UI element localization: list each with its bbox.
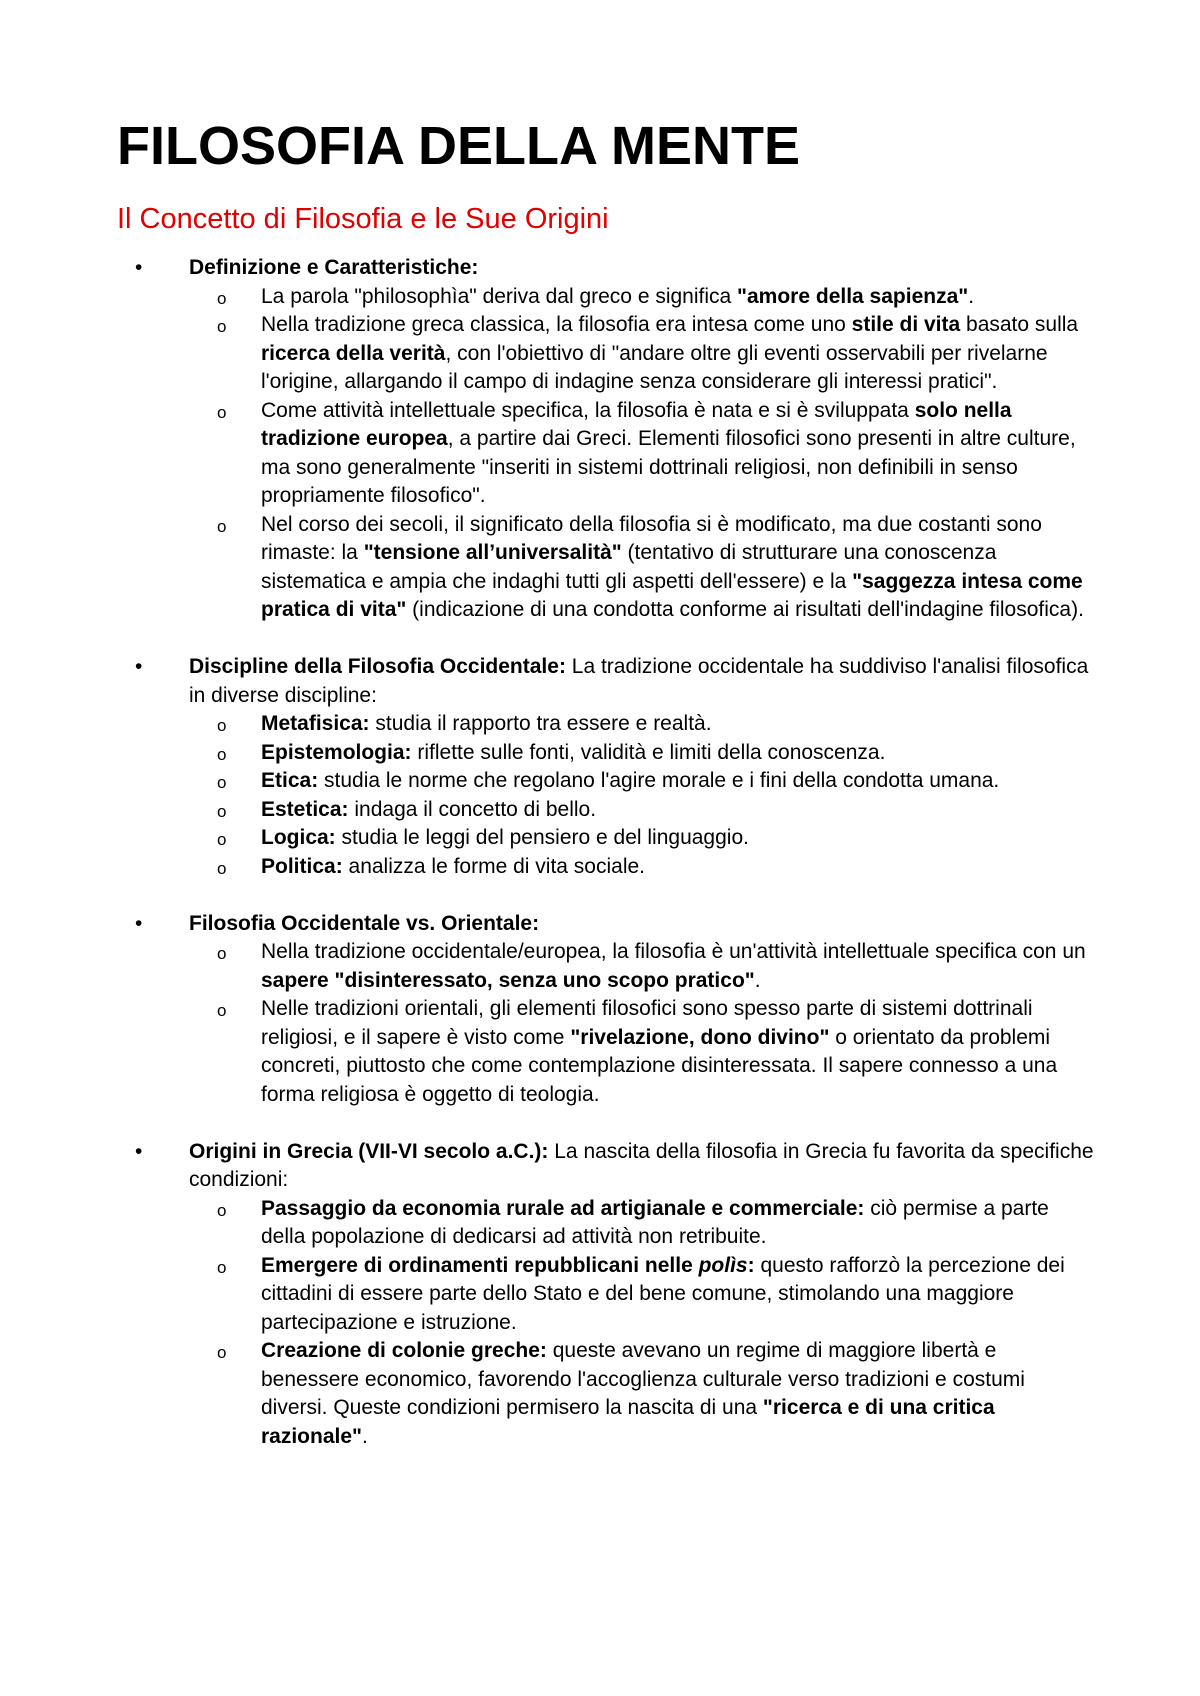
sub-item xyxy=(189,767,1097,796)
text-run: , a partire dai Greci. Elementi filosofici sono presenti in altre culture, ma sono generalmente "inseriti in sistemi dottrinali religiosi, non definibili in senso propriamente filosofico". xyxy=(261,427,1076,507)
text-run: analizza le forme di vita sociale. xyxy=(342,854,645,878)
sub-item xyxy=(189,710,1097,739)
text-run: Nella tradizione greca classica, la filosofia era intesa come uno xyxy=(261,313,852,336)
sub-item xyxy=(189,796,1097,825)
sub-bullet-icon: o xyxy=(217,516,227,536)
bold-text: Emergere di ordinamenti repubblicani nelle xyxy=(261,1253,699,1277)
sub-item xyxy=(189,1252,1097,1338)
bold-text: Epistemologia: xyxy=(261,740,412,764)
bold-text: Creazione di colonie greche: xyxy=(261,1339,547,1362)
bullet-heading: Discipline della Filosofia Occidentale: xyxy=(189,655,566,678)
sub-bullet-icon: o xyxy=(217,317,227,336)
sub-bullet-icon: o xyxy=(217,830,227,849)
bold-text: Politica: xyxy=(261,854,343,878)
bullet-list xyxy=(117,254,1097,1451)
sub-bullet-icon: o xyxy=(217,1200,227,1220)
sub-list xyxy=(189,710,1097,881)
text-run: . xyxy=(754,968,761,992)
sub-list xyxy=(189,1195,1097,1452)
text-run: o orientato da problemi concreti, piuttosto che come contemplazione disinteressata. Il sapere connesso a una forma religiosa è oggetto di teologia. xyxy=(261,1025,1058,1106)
text-run: riflette sulle fonti, validità e limiti della conoscenza. xyxy=(411,740,886,764)
bullet-icon: • xyxy=(135,1139,143,1163)
sub-item xyxy=(189,1337,1097,1451)
sub-bullet-icon: o xyxy=(217,402,227,422)
bullet-intro: La tradizione occidentale ha suddiviso l'analisi filosofica in diverse discipline: xyxy=(189,655,1089,707)
text-run: basato sulla xyxy=(960,313,1079,336)
sub-item xyxy=(189,283,1097,312)
bullet-intro: La nascita della filosofia in Grecia fu favorita da specifiche condizioni: xyxy=(189,1139,1094,1191)
sub-list xyxy=(189,938,1097,1109)
bullet-item xyxy=(117,1138,1097,1452)
text-run: (tentativo di strutturare una conoscenza sistematica e ampia che indaghi tutti gli aspetti dell'essere) e la xyxy=(261,541,997,593)
text-run: ciò permise a parte della popolazione di dedicarsi ad attività non retribuite. xyxy=(261,1196,1049,1248)
sub-bullet-icon: o xyxy=(217,716,227,735)
section-title: Il Concetto di Filosofia e le Sue Origini xyxy=(117,203,609,235)
bold-text: ricerca della verità xyxy=(261,341,446,365)
sub-item xyxy=(189,853,1097,882)
bullet-icon: • xyxy=(135,911,143,935)
bold-text: "saggezza intesa come pratica di vita" xyxy=(261,569,1083,621)
bold-text: "amore della sapienza" xyxy=(737,284,969,308)
sub-bullet-icon: o xyxy=(217,1257,227,1277)
text-run: queste avevano un regime di maggiore libertà e benessere economico, favorendo l'accoglienza culturale verso tradizioni e costumi diversi. Queste condizioni permisero la nascita di una xyxy=(261,1339,1025,1419)
sub-bullet-icon: o xyxy=(217,773,227,792)
sub-item xyxy=(189,824,1097,853)
sub-bullet-icon: o xyxy=(217,858,227,878)
text-run: (indicazione di una condotta conforme ai risultati dell'indagine filosofica). xyxy=(406,598,1084,621)
bold-text: : xyxy=(747,1253,755,1277)
bullet-icon: • xyxy=(135,655,143,678)
bullet-heading: Definizione e Caratteristiche: xyxy=(189,256,479,279)
sub-item xyxy=(189,311,1097,397)
document-page xyxy=(117,104,1097,1451)
sub-bullet-icon: o xyxy=(217,944,227,963)
document-title: FILOSOFIA DELLA MENTE xyxy=(117,116,800,176)
text-run: studia il rapporto tra essere e realtà. xyxy=(369,712,712,735)
text-run: Nel corso dei secoli, il significato della filosofia si è modificato, ma due costanti sono rimaste: la xyxy=(261,512,1042,564)
bold-text: "rivelazione, dono divino" xyxy=(570,1025,830,1049)
sub-bullet-icon: o xyxy=(217,744,227,764)
bold-text: Passaggio da economia rurale ad artigianale e commerciale: xyxy=(261,1196,865,1220)
text-run: Nelle tradizioni orientali, gli elementi filosofici sono spesso parte di sistemi dottrinali religiosi, e il sapere è visto come xyxy=(261,997,1033,1049)
bullet-item xyxy=(117,254,1097,625)
sub-bullet-icon: o xyxy=(217,801,227,821)
text-run: studia le leggi del pensiero e del linguaggio. xyxy=(335,826,749,849)
bold-text: Metafisica: xyxy=(261,712,370,735)
bullet-heading: Origini in Grecia (VII-VI secolo a.C.): xyxy=(189,1139,549,1163)
text-run: , con l'obiettivo di "andare oltre gli eventi osservabili per rivelarne l'origine, allargando il campo di indagine senza considerare gli interessi pratici". xyxy=(261,341,1048,393)
bold-text: stile di vita xyxy=(851,313,961,336)
sub-item xyxy=(189,739,1097,768)
bold-text: solo nella tradizione europea xyxy=(261,398,1012,450)
sub-item xyxy=(189,511,1097,625)
text-run: Come attività intellettuale specifica, la filosofia è nata e si è sviluppata xyxy=(261,398,915,422)
sub-list xyxy=(189,283,1097,625)
bold-text: Etica: xyxy=(261,769,319,792)
sub-bullet-icon: o xyxy=(217,1001,227,1020)
sub-bullet-icon: o xyxy=(217,288,227,308)
text-run: questo rafforzò la percezione dei cittadini di essere parte dello Stato e del bene comune, stimolando una maggiore partecipazione e istruzione. xyxy=(261,1253,1065,1334)
bullet-icon: • xyxy=(135,256,143,279)
sub-item xyxy=(189,397,1097,511)
bold-text: Logica: xyxy=(261,826,336,849)
bold-text: sapere "disinteressato, senza uno scopo pratico" xyxy=(261,968,755,992)
sub-item xyxy=(189,1195,1097,1252)
text-run: . xyxy=(362,1424,368,1448)
text-run: Nella tradizione occidentale/europea, la filosofia è un'attività intellettuale specifica con un xyxy=(261,940,1086,963)
bullet-item xyxy=(117,653,1097,881)
text-run: La parola "philosophìa" deriva dal greco e significa xyxy=(261,284,738,308)
sub-item xyxy=(189,938,1097,995)
bullet-item xyxy=(117,910,1097,1110)
bold-text: polìs xyxy=(698,1253,748,1277)
text-run: indaga il concetto di bello. xyxy=(348,797,597,821)
bold-text: "ricerca e di una critica razionale" xyxy=(261,1396,995,1448)
text-run: studia le norme che regolano l'agire morale e i fini della condotta umana. xyxy=(318,769,1000,792)
bold-text: "tensione all’universalità" xyxy=(363,541,622,564)
bullet-heading: Filosofia Occidentale vs. Orientale: xyxy=(189,911,540,935)
text-run: . xyxy=(968,284,975,308)
sub-bullet-icon: o xyxy=(217,1343,227,1362)
bold-text: Estetica: xyxy=(261,797,349,821)
sub-item xyxy=(189,995,1097,1109)
